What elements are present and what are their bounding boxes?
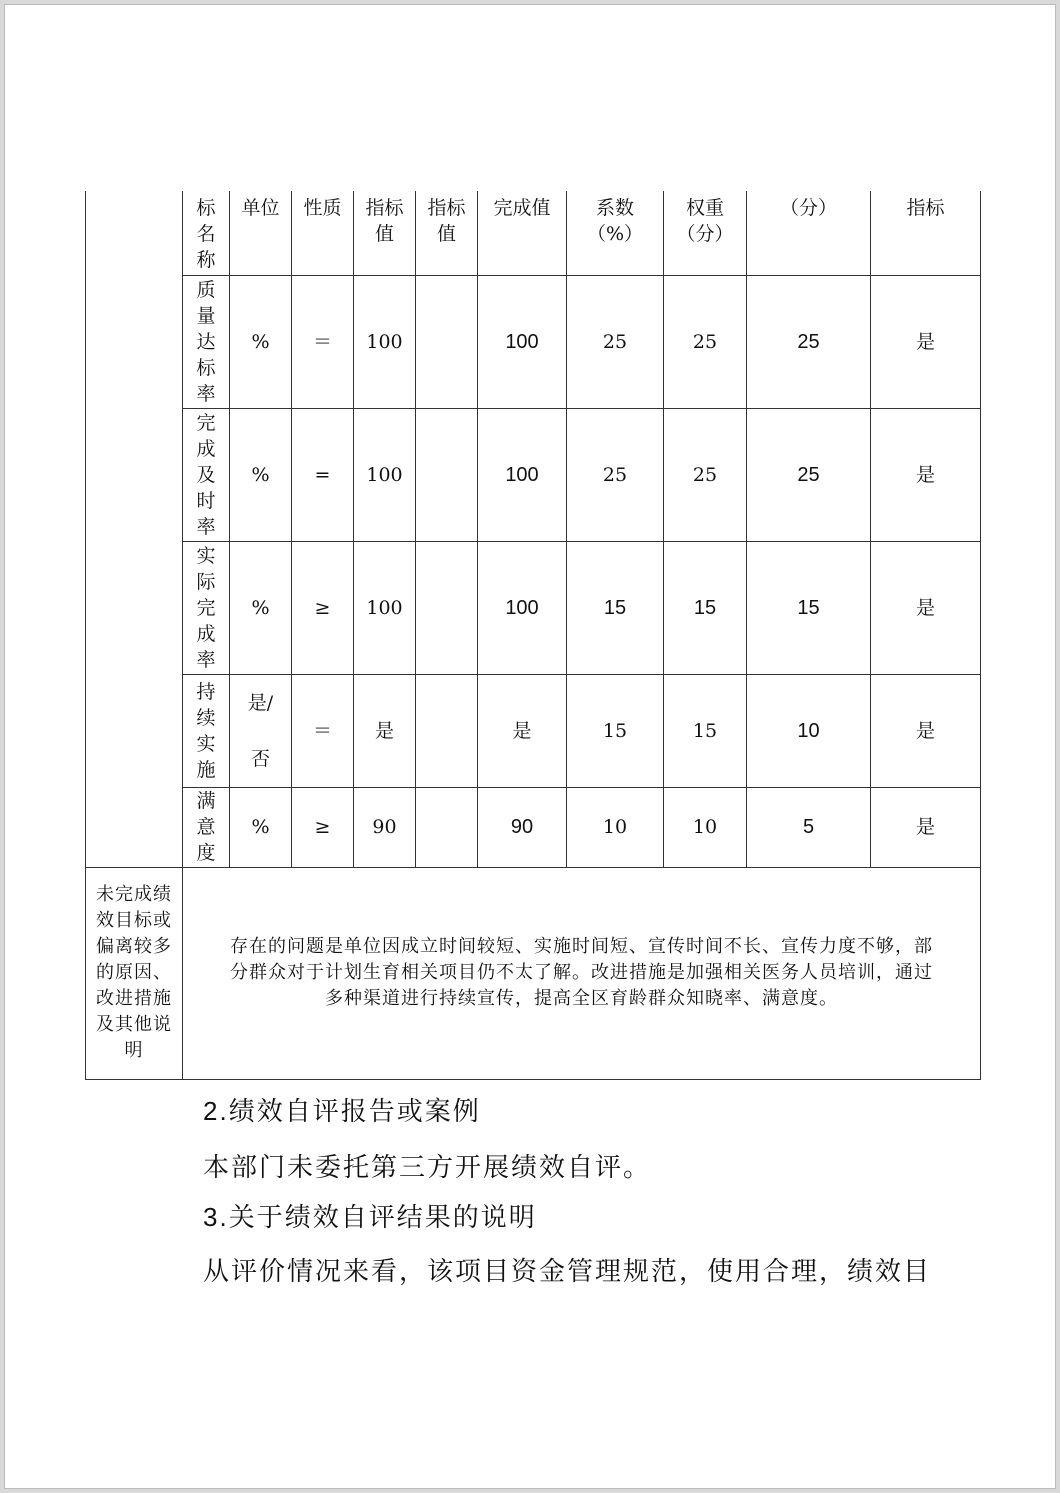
row-unit: % bbox=[230, 275, 292, 408]
row-nature: = bbox=[292, 408, 354, 541]
row-target: 是 bbox=[354, 674, 416, 787]
row-actual: 100 bbox=[478, 275, 567, 408]
row-blank bbox=[416, 674, 478, 787]
row-coef: 25 bbox=[567, 275, 664, 408]
left-blank-cell bbox=[86, 191, 183, 867]
row-name: 满意度 bbox=[183, 787, 230, 867]
section-heading-2: 2.绩效自评报告或案例 bbox=[203, 1096, 481, 1127]
row-unit: % bbox=[230, 787, 292, 867]
row-score: 25 bbox=[747, 275, 871, 408]
row-coef: 15 bbox=[567, 541, 664, 674]
table-row bbox=[86, 674, 981, 787]
row-name: 质量达标率 bbox=[183, 275, 230, 408]
row-weight: 25 bbox=[664, 275, 747, 408]
header-target-2: 指标值 bbox=[416, 191, 478, 275]
row-nature: ＝ bbox=[292, 674, 354, 787]
row-actual: 100 bbox=[478, 541, 567, 674]
row-name: 完成及时率 bbox=[183, 408, 230, 541]
table-row bbox=[86, 541, 981, 674]
row-coef: 25 bbox=[567, 408, 664, 541]
row-flag: 是 bbox=[871, 787, 981, 867]
note-content bbox=[183, 867, 981, 1079]
row-actual: 是 bbox=[478, 674, 567, 787]
row-actual: 100 bbox=[478, 408, 567, 541]
row-flag: 是 bbox=[871, 674, 981, 787]
row-weight: 10 bbox=[664, 787, 747, 867]
row-flag: 是 bbox=[871, 408, 981, 541]
row-nature: ≥ bbox=[292, 787, 354, 867]
row-coef: 15 bbox=[567, 674, 664, 787]
row-target: 90 bbox=[354, 787, 416, 867]
header-target: 指标值 bbox=[354, 191, 416, 275]
performance-table bbox=[85, 191, 981, 1080]
header-weight: 权重（分） bbox=[664, 191, 747, 275]
header-actual: 完成值 bbox=[478, 191, 567, 275]
note-line: 多种渠道进行持续宣传，提高全区育龄群众知晓率、满意度。 bbox=[325, 988, 838, 1009]
header-name: 标名称 bbox=[183, 191, 230, 275]
table-row bbox=[86, 275, 981, 408]
row-score: 10 bbox=[747, 674, 871, 787]
table-row bbox=[86, 787, 981, 867]
header-unit: 单位 bbox=[230, 191, 292, 275]
row-score: 5 bbox=[747, 787, 871, 867]
row-unit: % bbox=[230, 541, 292, 674]
row-name: 实际完成率 bbox=[183, 541, 230, 674]
table-header-row bbox=[86, 191, 981, 275]
note-row bbox=[86, 867, 981, 1079]
table-row bbox=[86, 408, 981, 541]
row-target: 100 bbox=[354, 408, 416, 541]
row-flag: 是 bbox=[871, 275, 981, 408]
row-score: 15 bbox=[747, 541, 871, 674]
row-target: 100 bbox=[354, 541, 416, 674]
row-blank bbox=[416, 275, 478, 408]
row-score: 25 bbox=[747, 408, 871, 541]
header-flag: 指标 bbox=[871, 191, 981, 275]
row-nature: ≥ bbox=[292, 541, 354, 674]
note-line: 分群众对于计划生育相关项目仍不太了解。改进措施是加强相关医务人员培训，通过 bbox=[230, 962, 933, 983]
header-nature: 性质 bbox=[292, 191, 354, 275]
row-blank bbox=[416, 541, 478, 674]
row-weight: 25 bbox=[664, 408, 747, 541]
row-coef: 10 bbox=[567, 787, 664, 867]
header-score: （分） bbox=[747, 191, 871, 275]
row-weight: 15 bbox=[664, 674, 747, 787]
note-line: 存在的问题是单位因成立时间较短、实施时间短、宣传时间不长、宣传力度不够，部 bbox=[230, 936, 933, 957]
row-flag: 是 bbox=[871, 541, 981, 674]
row-actual: 90 bbox=[478, 787, 567, 867]
row-target: 100 bbox=[354, 275, 416, 408]
row-blank bbox=[416, 408, 478, 541]
row-blank bbox=[416, 787, 478, 867]
section-heading-3: 3.关于绩效自评结果的说明 bbox=[203, 1202, 537, 1233]
header-coef: 系数（%） bbox=[567, 191, 664, 275]
document-page bbox=[4, 4, 1056, 1489]
paragraph-2: 从评价情况来看，该项目资金管理规范，使用合理，绩效目 bbox=[203, 1257, 932, 1287]
paragraph-1: 本部门未委托第三方开展绩效自评。 bbox=[203, 1153, 652, 1183]
row-name: 持续实施 bbox=[183, 674, 230, 787]
row-weight: 15 bbox=[664, 541, 747, 674]
row-unit: 是/否 bbox=[230, 674, 292, 787]
row-nature: ＝ bbox=[292, 275, 354, 408]
note-label: 未完成绩效目标或偏离较多的原因、改进措施及其他说明 bbox=[86, 867, 183, 1079]
row-unit: % bbox=[230, 408, 292, 541]
